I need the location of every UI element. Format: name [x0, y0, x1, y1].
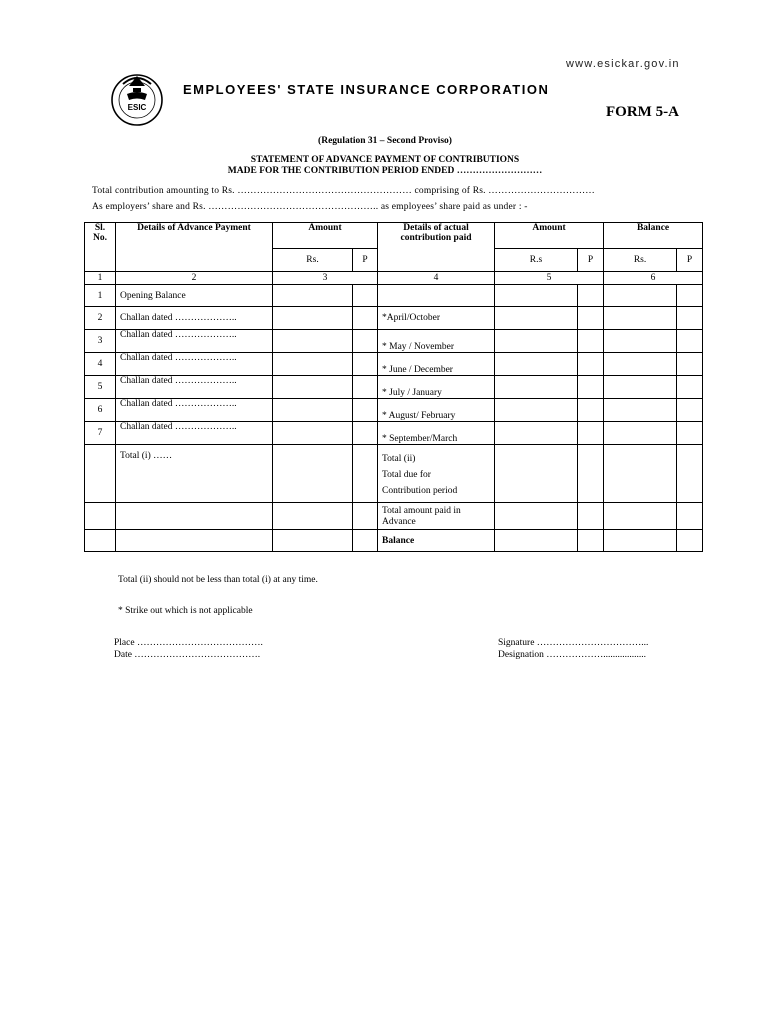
total-advance-line1: Total amount paid in: [382, 506, 461, 516]
total-advance-line2: Advance: [382, 517, 416, 527]
total-ii-label: Total (ii): [382, 454, 416, 464]
challan-dated-field: Challan dated ………………..: [116, 330, 273, 353]
designation-field: Designation ………………..................: [498, 650, 647, 660]
table-row: [85, 422, 703, 445]
total-advance-row: [85, 503, 703, 530]
actual-period-cell: * May / November: [378, 330, 495, 353]
column-number-row: [85, 272, 703, 285]
challan-dated-field: Challan dated ………………..: [116, 399, 273, 422]
total-advance-cell: [378, 503, 495, 530]
challan-dated-field: Challan dated ………………..: [116, 307, 273, 330]
column-number: 4: [378, 272, 495, 285]
subheader-p: P: [677, 249, 703, 272]
subheader-rs: R.s: [495, 249, 578, 272]
actual-period-cell: * July / January: [378, 376, 495, 399]
challan-dated-field: Challan dated ………………..: [116, 376, 273, 399]
header-details-advance: Details of Advance Payment: [116, 223, 273, 249]
row-sl-no: 3: [85, 330, 116, 353]
row-sl-no: 2: [85, 307, 116, 330]
column-number: 3: [273, 272, 378, 285]
actual-period-cell: * June / December: [378, 353, 495, 376]
note-strike-out: * Strike out which is not applicable: [118, 606, 253, 616]
table-header-row: [85, 223, 703, 249]
subheader-rs: Rs.: [604, 249, 677, 272]
row-sl-no: 6: [85, 399, 116, 422]
subheader-p: P: [578, 249, 604, 272]
form-number: FORM 5-A: [606, 104, 679, 120]
website-url: www.esickar.gov.in: [566, 58, 680, 70]
esic-logo: [109, 70, 165, 128]
org-title: EMPLOYEES' STATE INSURANCE CORPORATION: [183, 82, 550, 97]
statement-title-line1: STATEMENT OF ADVANCE PAYMENT OF CONTRIBUTIONS: [250, 155, 520, 165]
subheader-rs: Rs.: [273, 249, 353, 272]
actual-period-cell: * September/March: [378, 422, 495, 445]
place-field: Place ………………………………….: [114, 638, 263, 648]
column-number: 1: [85, 272, 116, 285]
date-field: Date ………………………………….: [114, 650, 261, 660]
row-sl-no: 7: [85, 422, 116, 445]
header-details-actual: Details of actual contribution paid: [378, 223, 495, 249]
svg-text:ESIC: ESIC: [127, 103, 147, 112]
actual-period-cell: [378, 285, 495, 307]
intro-line-shares: As employers’ share and Rs. …………………………………………….. as employees’ share paid as under : -: [92, 202, 528, 212]
table-row: [85, 330, 703, 353]
row-sl-no: 4: [85, 353, 116, 376]
table-row: [85, 353, 703, 376]
table-row: [85, 376, 703, 399]
intro-line-total-contribution: Total contribution amounting to Rs. ……………………………………………… comprising of Rs. ……………………………: [92, 186, 595, 196]
balance-label: Balance: [378, 530, 495, 552]
row-sl-no: 1: [85, 285, 116, 307]
table-row: [85, 307, 703, 330]
total-ii-due-cell: [378, 445, 495, 503]
signature-field: Signature ……………………………...: [498, 638, 649, 648]
table-row: [85, 399, 703, 422]
opening-balance-label: Opening Balance: [116, 285, 273, 307]
total-i-label: Total (i) ……: [116, 445, 273, 503]
header-amount: Amount: [273, 223, 378, 249]
column-number: 2: [116, 272, 273, 285]
challan-dated-field: Challan dated ………………..: [116, 422, 273, 445]
amount-p-cell[interactable]: [353, 285, 378, 307]
table-row: [85, 285, 703, 307]
total-due-line1: Total due for: [382, 470, 431, 480]
header-balance: Balance: [604, 223, 703, 249]
table-subheader-row: [85, 249, 703, 272]
actual-period-cell: * August/ February: [378, 399, 495, 422]
amount-rs-cell[interactable]: [273, 285, 353, 307]
regulation-reference: (Regulation 31 – Second Proviso): [318, 136, 452, 146]
advance-payment-table: [84, 222, 703, 552]
statement-title-line2: MADE FOR THE CONTRIBUTION PERIOD ENDED ………………………: [227, 166, 543, 176]
note-total-condition: Total (ii) should not be less than total (i) at any time.: [118, 575, 318, 585]
balance-row: [85, 530, 703, 552]
actual-period-cell: *April/October: [378, 307, 495, 330]
total-due-line2: Contribution period: [382, 486, 458, 496]
subheader-p: P: [353, 249, 378, 272]
row-sl-no: 5: [85, 376, 116, 399]
column-number: 5: [495, 272, 604, 285]
totals-row: [85, 445, 703, 503]
header-amount-2: Amount: [495, 223, 604, 249]
challan-dated-field: Challan dated ………………..: [116, 353, 273, 376]
column-number: 6: [604, 272, 703, 285]
header-sl-no: Sl. No.: [85, 223, 116, 249]
